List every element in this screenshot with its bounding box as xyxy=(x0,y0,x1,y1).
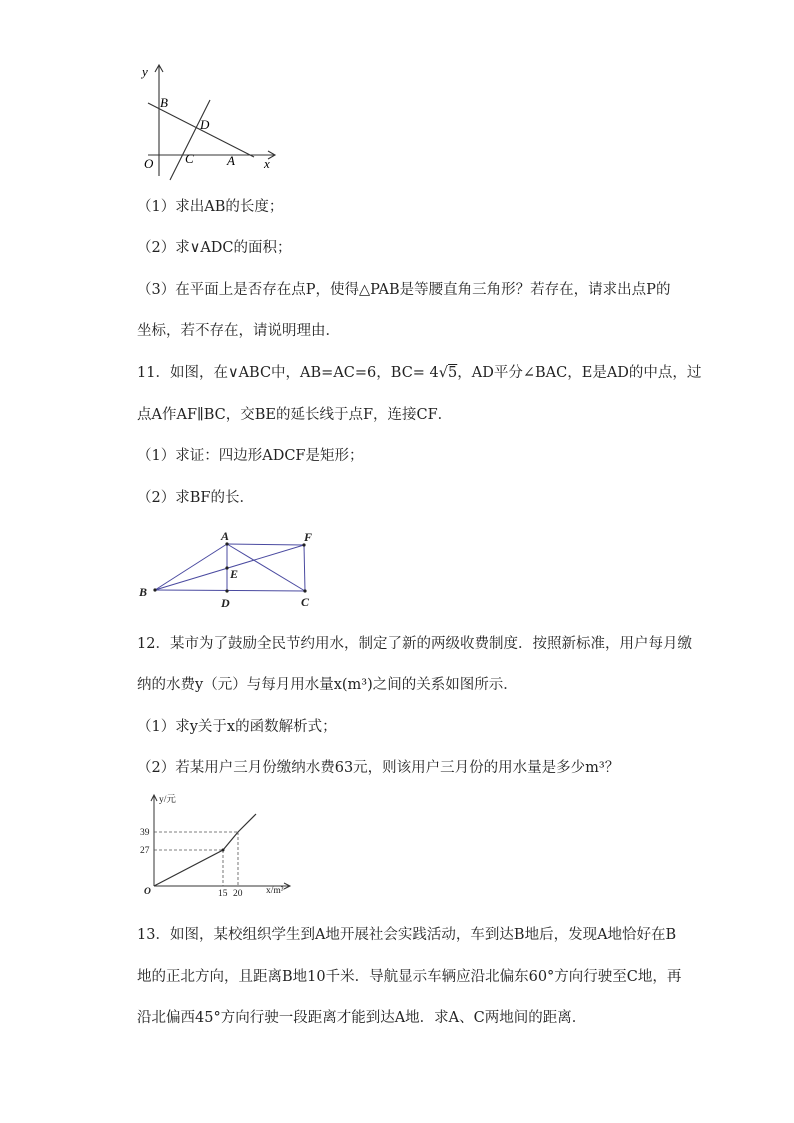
x-tick-15: 15 xyxy=(218,889,228,899)
x-tick-20: 20 xyxy=(233,889,243,899)
line-cd xyxy=(170,100,210,180)
seg-ba xyxy=(155,544,227,590)
q10-part1: （1）求出AB的长度； xyxy=(137,199,284,215)
q12-part1: （1）求y关于x的函数解析式； xyxy=(137,719,337,735)
label-b: B xyxy=(160,95,168,110)
q11-line1-start: 11．如图，在∨ABC中，AB=AC=6，BC= 4 xyxy=(137,365,439,381)
label-d: D xyxy=(200,117,210,132)
seg-af xyxy=(227,544,304,545)
label-y: y xyxy=(142,64,148,79)
y-tick-39: 39 xyxy=(140,828,150,838)
y-tick-27: 27 xyxy=(140,846,150,856)
q10-part3-line1: （3）在平面上是否存在点P，使得△PAB是等腰直角三角形？若存在，请求出点P的 xyxy=(137,282,671,298)
q12-line1: 12．某市为了鼓励全民节约用水，制定了新的两级收费制度．按照新标准，用户每月缴 xyxy=(137,636,692,652)
q13-line3: 沿北偏西45°方向行驶一段距离才能到达A地．求A、C两地间的距离． xyxy=(137,1010,587,1026)
label-e: E xyxy=(230,567,239,581)
seg-bc xyxy=(155,590,305,591)
point-b xyxy=(153,588,156,591)
label-d: D xyxy=(221,596,230,610)
q10-part3-line2: 坐标，若不存在，请说明理由． xyxy=(137,323,340,339)
q11-part2: （2）求BF的长． xyxy=(137,490,254,506)
q13-line2: 地的正北方向，且距离B地10千米．导航显示车辆应沿北偏东60°方向行驶至C地，再 xyxy=(137,969,682,985)
break-point xyxy=(222,849,225,852)
q13-line1: 13．如图，某校组织学生到A地开展社会实践活动，车到达B地后，发现A地恰好在B xyxy=(137,927,677,943)
label-b: B xyxy=(139,585,148,599)
q11-line1-end: ，AD平分∠BAC，E是AD的中点，过 xyxy=(457,365,702,381)
q11-part1: （1）求证：四边形ADCF是矩形； xyxy=(137,448,364,464)
q12-line2 xyxy=(137,675,518,695)
q11-line2: 点A作AF∥BC，交BE的延长线于点F，连接CF． xyxy=(137,407,453,423)
q11-line1 xyxy=(137,363,701,383)
y-axis-label: y/元 xyxy=(159,795,176,805)
point-c xyxy=(303,589,306,592)
sqrt-sign: √ xyxy=(438,365,449,381)
origin-label: O xyxy=(144,887,151,897)
label-a: A xyxy=(227,153,235,168)
q12-line2-text: 纳的水费y（元）与每月用水量x(m³)之间的关系如图所示． xyxy=(137,677,518,693)
label-c: C xyxy=(185,151,194,166)
label-a: A xyxy=(221,529,230,543)
label-f: F xyxy=(304,530,313,544)
label-o: O xyxy=(144,156,154,171)
sqrt-radicand: 5 xyxy=(448,365,458,381)
label-c: C xyxy=(301,595,310,609)
rectangle-figure xyxy=(130,528,330,613)
point-d xyxy=(225,589,228,592)
coordinate-figure xyxy=(130,60,280,185)
seg-fc xyxy=(304,545,305,591)
q10-part2: （2）求∨ADC的面积； xyxy=(137,240,292,256)
label-x: x xyxy=(264,156,270,171)
water-fee-graph xyxy=(130,790,295,900)
x-axis-label: x/m³ xyxy=(266,886,284,896)
q12-part2: （2）若某用户三月份缴纳水费63元，则该用户三月份的用水量是多少m³？ xyxy=(137,760,620,776)
seg-ac xyxy=(227,544,305,591)
point-e xyxy=(225,566,228,569)
